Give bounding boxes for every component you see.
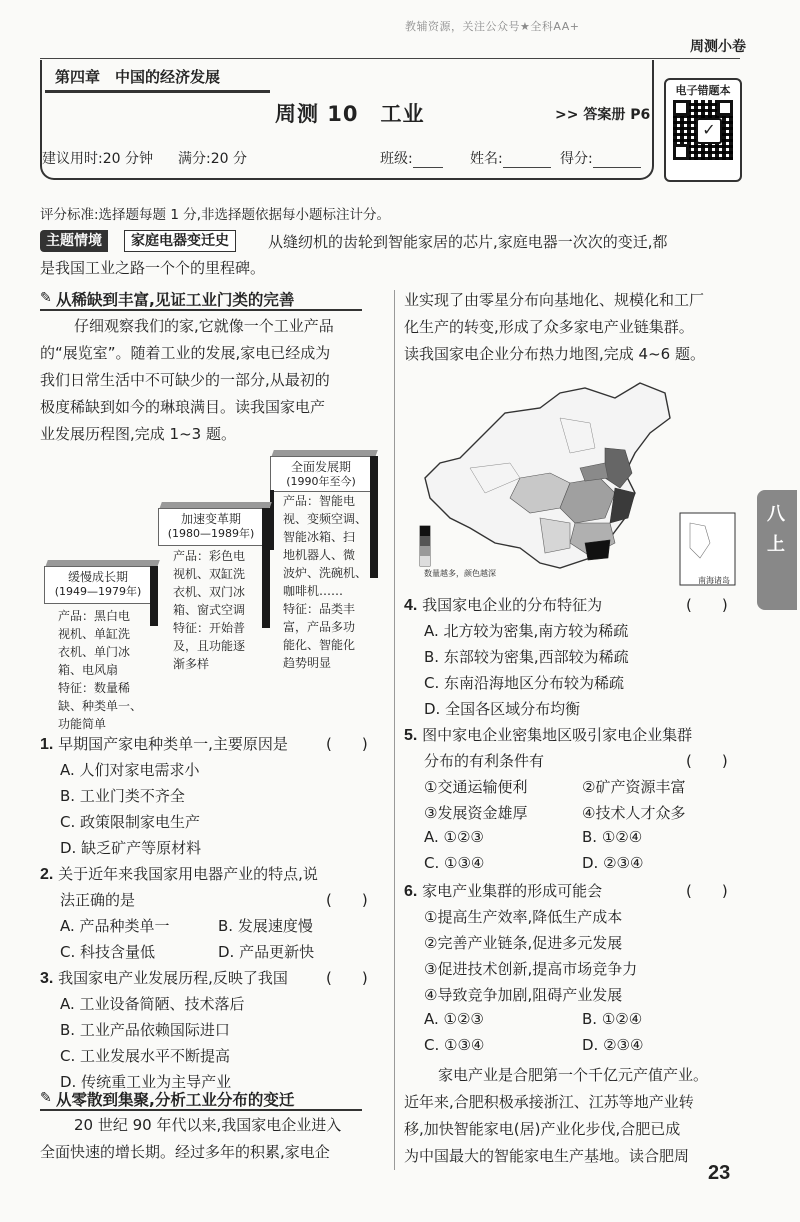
- option-a[interactable]: A. 北方较为密集,南方较为稀疏: [424, 622, 629, 640]
- page-number: 23: [708, 1162, 731, 1184]
- condition-item: ②矿产资源丰富: [582, 778, 686, 796]
- suggested-time: 建议用时:20 分钟: [42, 151, 153, 167]
- stage3-block: [270, 456, 372, 492]
- effect-item: ④导致竞争加剧,阻碍产业发展: [424, 986, 623, 1004]
- checkmark-icon: ✓: [696, 118, 722, 144]
- top-rule: [40, 58, 740, 59]
- question-6: 6. 家电产业集群的形成可能会: [404, 882, 603, 900]
- stage1-name: 缓慢成长期: [67, 570, 128, 584]
- section1-para-line: 仔细观察我们的家,它就像一个工业产品: [74, 317, 334, 335]
- option-c[interactable]: C. ①③④: [424, 1036, 485, 1054]
- right-intro-line: 化生产的转变,形成了众多家电产业链集群。: [404, 318, 694, 336]
- effect-item: ③促进技术创新,提高市场竞争力: [424, 960, 638, 978]
- name-label: 姓名:: [470, 151, 503, 167]
- stage2-block: [158, 508, 264, 546]
- section1-para-line: 业发展历程图,完成 1~3 题。: [40, 425, 236, 443]
- question-1: 1. 早期国产家电种类单一,主要原因是: [40, 735, 288, 753]
- section2-underline: [40, 1109, 362, 1111]
- closing-para-line: 家电产业是合肥第一个千亿元产值产业。: [438, 1066, 709, 1084]
- option-b[interactable]: B. ①②④: [582, 1010, 643, 1028]
- theme-subtitle: 家庭电器变迁史: [124, 230, 236, 252]
- score-field[interactable]: [560, 148, 641, 168]
- stage1-years: (1949—1979年): [54, 585, 142, 598]
- section2-heading: 从零散到集聚,分析工业分布的变迁: [56, 1091, 295, 1109]
- option-d[interactable]: D. 缺乏矿产等原材料: [60, 839, 202, 857]
- answer-paren[interactable]: ( ): [326, 891, 368, 909]
- option-a[interactable]: A. ①②③: [424, 1010, 484, 1028]
- score-label: 得分:: [560, 151, 593, 167]
- full-score: 满分:20 分: [178, 151, 247, 167]
- option-b[interactable]: B. 工业门类不齐全: [60, 787, 185, 805]
- section2-para-line: 20 世纪 90 年代以来,我国家电企业进入: [74, 1116, 342, 1134]
- qr-label: 电子错题本: [675, 84, 731, 97]
- effect-item: ②完善产业链条,促进多元发展: [424, 934, 623, 952]
- column-divider: [394, 290, 395, 1170]
- map-legend-text: 数量越多，颜色越深: [424, 569, 496, 578]
- section2-para-line: 全面快速的增长期。经过多年的积累,家电企: [40, 1143, 330, 1161]
- answer-paren[interactable]: ( ): [686, 882, 728, 900]
- chapter-title: 第四章 中国的经济发展: [55, 68, 221, 86]
- option-d[interactable]: D. 全国各区域分布均衡: [424, 700, 581, 718]
- class-label: 班级:: [380, 151, 413, 167]
- option-c[interactable]: C. 科技含量低: [60, 943, 156, 961]
- scoring-standard: 评分标准:选择题每题 1 分,非选择题依据每小题标注计分。: [40, 207, 391, 223]
- answer-paren[interactable]: ( ): [686, 752, 728, 770]
- answer-paren[interactable]: ( ): [326, 969, 368, 987]
- question-5-cont: 分布的有利条件有: [424, 752, 545, 770]
- condition-item: ④技术人才众多: [582, 804, 686, 822]
- stage1-block: [44, 566, 152, 604]
- question-2-cont: 法正确的是: [60, 891, 136, 909]
- name-field[interactable]: [470, 148, 551, 168]
- right-intro-line: 业实现了由零星分布向基地化、规模化和工厂: [404, 291, 705, 309]
- stage2-description: 产品：彩色电 视机、双缸洗 衣机、双门冰 箱、窗式空调 特征：开始普 及，且功能逐 渐多样: [173, 549, 246, 671]
- stage3-name: 全面发展期: [290, 460, 351, 474]
- option-a[interactable]: A. 工业设备简陋、技术落后: [60, 995, 245, 1013]
- option-b[interactable]: B. ①②④: [582, 828, 643, 846]
- option-b[interactable]: B. 工业产品依赖国际进口: [60, 1021, 230, 1039]
- question-5: 5. 图中家电企业密集地区吸引家电企业集群: [404, 726, 693, 744]
- section1-para-line: 我们日常生活中不可缺少的一部分,从最初的: [40, 371, 330, 389]
- pen-icon: ✎: [40, 1090, 52, 1106]
- option-b[interactable]: B. 发展速度慢: [218, 917, 313, 935]
- section1-underline: [40, 309, 362, 311]
- option-c[interactable]: C. 东南沿海地区分布较为稀疏: [424, 674, 625, 692]
- appliance-enterprise-heat-map: [410, 378, 740, 588]
- closing-para-line: 为中国最大的智能家电生产基地。读合肥周: [404, 1147, 690, 1165]
- test-title: 周测 10 工业: [275, 102, 425, 126]
- qr-finder-icon: [673, 100, 689, 116]
- question-3: 3. 我国家电产业发展历程,反映了我国: [40, 969, 288, 987]
- option-c[interactable]: C. 政策限制家电生产: [60, 813, 201, 831]
- option-d[interactable]: D. ②③④: [582, 1036, 644, 1054]
- industry-history-diagram: [40, 450, 380, 730]
- china-map: [410, 378, 740, 588]
- effect-item: ①提高生产效率,降低生产成本: [424, 908, 623, 926]
- stage1-description: 产品：黑白电 视机、单缸洗 衣机、单门冰 箱、电风扇 特征：数量稀 缺、种类单一、 功能简单: [58, 609, 143, 731]
- watermark-text: 教辅资源，关注公众号★全科AA+: [405, 20, 580, 33]
- class-field[interactable]: [380, 148, 443, 168]
- inset-label: 南海诸岛: [698, 576, 730, 585]
- answer-paren[interactable]: ( ): [686, 596, 728, 614]
- qr-finder-icon: [673, 144, 689, 160]
- theme-intro-line2: 是我国工业之路一个个的里程碑。: [40, 259, 266, 277]
- theme-intro-line1: 从缝纫机的齿轮到智能家居的芯片,家庭电器一次次的变迁,都: [268, 233, 668, 251]
- option-b[interactable]: B. 东部较为密集,西部较为稀疏: [424, 648, 629, 666]
- chapter-underline: [45, 90, 270, 93]
- option-d[interactable]: D. 产品更新快: [218, 943, 315, 961]
- section1-para-line: 的“展览室”。随着工业的发展,家电已经成为: [40, 344, 331, 362]
- stage2-years: (1980—1989年): [167, 527, 255, 540]
- condition-item: ①交通运输便利: [424, 778, 528, 796]
- closing-para-line: 移,加快智能家电(居)产业化步伐,合肥已成: [404, 1120, 681, 1138]
- question-4: 4. 我国家电企业的分布特征为: [404, 596, 603, 614]
- stage3-years: (1990年至今): [286, 475, 356, 488]
- answer-paren[interactable]: ( ): [326, 735, 368, 753]
- option-d[interactable]: D. ②③④: [582, 854, 644, 872]
- section1-heading: 从稀缺到丰富,见证工业门类的完善: [56, 291, 295, 309]
- option-c[interactable]: C. ①③④: [424, 854, 485, 872]
- pen-icon: ✎: [40, 290, 52, 306]
- answer-reference-link[interactable]: >> 答案册 P6: [555, 107, 651, 123]
- stage3-description: 产品：智能电 视、变频空调、 智能冰箱、扫 地机器人、微 波炉、洗碗机、 咖啡机…… 特征：品类丰 富，产品多功 能化、智能化 趋势明显: [283, 494, 368, 670]
- option-a[interactable]: A. ①②③: [424, 828, 484, 846]
- qr-finder-icon: [717, 100, 733, 116]
- question-2: 2. 关于近年来我国家用电器产业的特点,说: [40, 865, 318, 883]
- option-c[interactable]: C. 工业发展水平不断提高: [60, 1047, 231, 1065]
- side-tab-text: 八 上: [767, 504, 785, 555]
- closing-para-line: 近年来,合肥积极承接浙江、江苏等地产业转: [404, 1093, 694, 1111]
- right-intro-line: 读我国家电企业分布热力地图,完成 4~6 题。: [404, 345, 705, 363]
- option-a[interactable]: A. 人们对家电需求小: [60, 761, 200, 779]
- theme-tag: 主题情境: [40, 230, 108, 252]
- option-a[interactable]: A. 产品种类单一: [60, 917, 170, 935]
- stage2-name: 加速变革期: [180, 512, 241, 526]
- series-label: 周测小卷: [690, 39, 746, 55]
- option-d[interactable]: D. 传统重工业为主导产业: [60, 1073, 232, 1091]
- section1-para-line: 极度稀缺到如今的琳琅满目。读我国家电产: [40, 398, 326, 416]
- condition-item: ③发展资金雄厚: [424, 804, 528, 822]
